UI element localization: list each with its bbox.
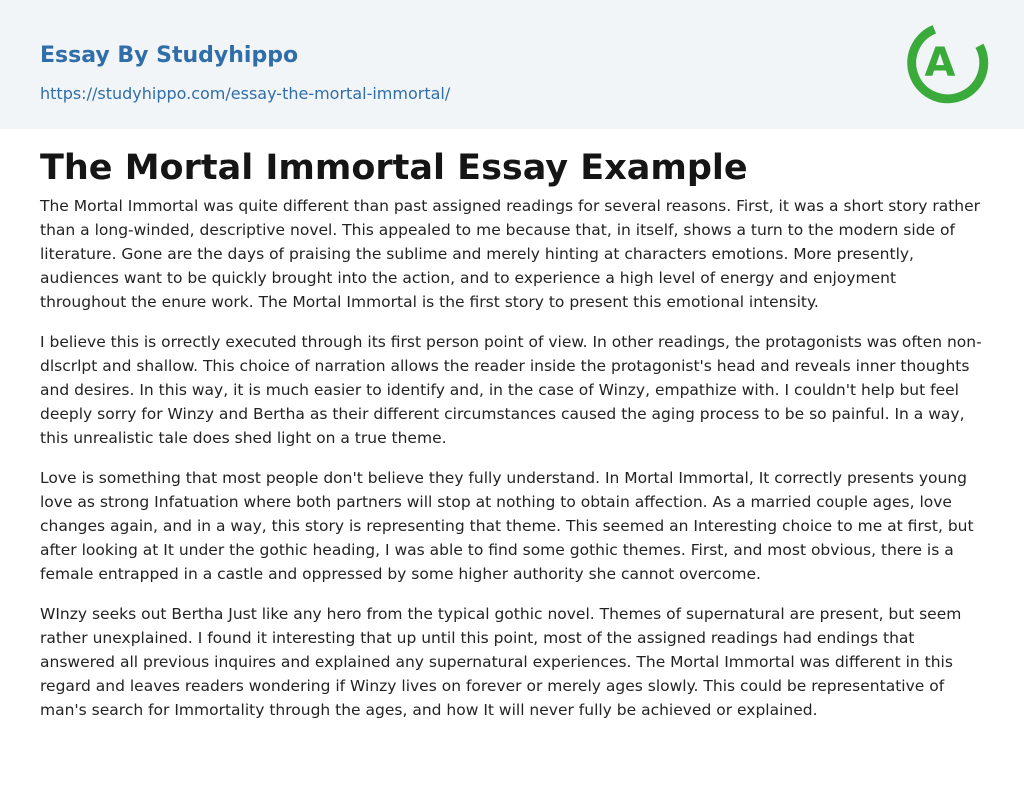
essay-paragraph: WInzy seeks out Bertha Just like any hero from the typical gothic novel. Themes of supernatural are present, but seem rather unexplained. I found it interesting that up until this point, most of the assigned readings had endings that answered all previous inquires and explained any supernatural experiences. The Mortal Immortal was different in this regard and leaves readers wondering if Winzy lives on forever or merely ages slowly. This could be representative of man's search for Immortality through the ages, and how It will never fully be achieved or explained.: [40, 605, 962, 719]
essay-url-link[interactable]: https://studyhippo.com/essay-the-mortal-immortal/: [40, 84, 451, 103]
page-title: The Mortal Immortal Essay Example: [40, 148, 748, 188]
site-brand[interactable]: Essay By Studyhippo: [40, 43, 299, 68]
essay-body: [40, 194, 984, 738]
essay-paragraph: Love is something that most people don't believe they fully understand. In Mortal Immortal, It correctly presents young love as strong Infatuation where both partners will stop at nothing to obtain affection. As a married couple ages, love changes again, and in a way, this story is representing that theme. This seemed an Interesting choice to me at first, but after looking at It under the gothic heading, I was able to find some gothic themes. First, and most obvious, there is a female entrapped in a castle and oppressed by some higher authority she cannot overcome.: [40, 469, 974, 583]
studyhippo-logo-icon[interactable]: [906, 18, 990, 106]
essay-paragraph: The Mortal Immortal was quite different than past assigned readings for several reasons. First, it was a short story rather than a long-winded, descriptive novel. This appealed to me because that, in itself, shows a turn to the modern side of literature. Gone are the days of praising the sublime and merely hinting at characters emotions. More presently, audiences want to be quickly brought into the action, and to experience a high level of energy and enjoyment throughout the enure work. The Mortal Immortal is the first story to present this emotional intensity.: [40, 197, 981, 311]
logo-letter: A: [924, 40, 956, 86]
essay-paragraph: I believe this is orrectly executed through its first person point of view. In other readings, the protagonists was often non-dlscrlpt and shallow. This choice of narration allows the reader inside the protagonist's head and reveals inner thoughts and desires. In this way, it is much easier to identify and, in the case of Winzy, empathize with. I couldn't help but feel deeply sorry for Winzy and Bertha as their different circumstances caused the aging process to be so painful. In a way, this unrealistic tale does shed light on a true theme.: [40, 333, 982, 447]
